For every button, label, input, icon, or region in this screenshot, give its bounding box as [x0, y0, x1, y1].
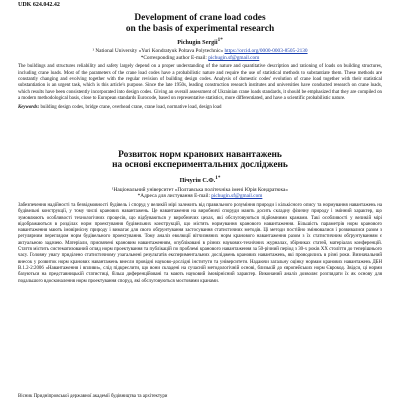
- english-title: [18, 13, 382, 34]
- email-label: *Corresponding author E-mail:: [140, 54, 207, 61]
- keywords-text: building design codes, bridge crane, overhead crane, crane load, normative load, design load: [40, 105, 222, 111]
- english-abstract: The buildings and structures reliability and safety largely depend on a proper understanding of the nature and quantitative description and rationing of loads on building structures, including crane loads. Most of the parameters of the crane load codes have a probabilistic nature and require the use of statistical methods to substantiate them. These methods are constantly changing and evolving together with the regular revision of building design codes. Analysis of domestic codes' evolution of crane load together with their statistical substantiation is an urgent task, which is this article's purpose. Since the late 1950s, leading construction research institutes and universities have conducted research on crane loads, which results have been consistently incorporated into design codes. Giving an overall assessment of Ukrainian crane loads standards, it should be emphasized that they are compiled on a modern methodological basis, close to European standards Eurocode, based on representative statistics, more differentiated, and have a scientific probabilistic nature.: [18, 64, 382, 101]
- ua-title-line-2: на основі експериментальних досліджень: [112, 160, 288, 171]
- ua-affiliation: ¹Національний університет «Полтавська політехніка імені Юрія Кондратюка»: [111, 186, 289, 193]
- ua-email-link[interactable]: pichugin.sf@gmail.com: [211, 193, 263, 200]
- ua-corresponding-email: [18, 193, 382, 200]
- ukrainian-abstract: Забезпечення надійності та безвідмовності будівель і споруд у великій мірі залежить від правильного розуміння природи і кількісного опису та нормування навантажень на будівельні конструкції, у тому числі кранових навантажень. Це навантаження на виробничі споруди мають досить складну фізичну природу і змінний характер, що зумовлюють особливості технологічних процесів, що відбуваються у виробничих цехах, які обслуговуються підйомними кранами. Такі особливості у великій мірі відображаються в розділах норм проектування будівельних конструкцій, що містять нормування кранового навантаження. Більшість параметрів норм кранового навантаження мають імовірнісну природу і вимагає для свого обґрунтування застосування статистичних методів. Ці методи постійно змінювалися і розвивалися разом з регулярним переглядом норм будівельного проектування. Тому аналіз еволюції вітчизняних норм кранового навантаження разом з їх статистичним обґрунтуванням є актуальною задачею. Матеріали, присвячені крановим навантаженням, опубліковані в різних наукових-технічних журналах, збірниках статей, матеріалах конференцій. Стаття містить систематизований огляд норм проектування та публікацій по проблемі кранового навантаження за 50-річний період з 30-х років XX століття до теперішнього часу. Головну увагу приділено статистичному узагальнені результатів експериментальних досліджень кранових навантажень, які проводились в різні роки. Визначальний внесок у розвиток норм кранових навантажень внесли провідні науково-дослідні інститути та університети. Надаючи загальну оцінку нормам кранових навантажень ДБН В.1.2-2:2006 «Навантаження і впливи», слід підкреслити, що вони складені на сучасній методологічній основі, близькій до європейських норм Єврокод. Звідси, ці норми базуються на представницькій статистиці, більш диференційовані та мають науковий імовірнісний характер. Виконаний аналіз дозволяє розглядати їх як основу для подальшого вдосконалення норм проектування споруд, які обслуговуються мостовими кранами.: [18, 202, 382, 284]
- section-gap: [18, 112, 382, 150]
- ua-author-superscript: 1*: [215, 174, 221, 181]
- email-link[interactable]: pichugin.sf@gmail.com: [208, 54, 260, 61]
- keywords-label: Keywords:: [18, 105, 40, 111]
- title-line-1: Development of crane load codes: [134, 13, 266, 23]
- udk-code: UDK 624.042.42: [18, 2, 60, 8]
- author-superscript: 1*: [217, 37, 223, 44]
- affiliation: [18, 48, 382, 55]
- ua-title-line-1: Розвиток норм кранових навантажень: [118, 149, 282, 160]
- affiliation-text: ¹ National University «Yuri Kondratyuk Poltava Polytechnic»: [92, 48, 224, 55]
- ua-author-name: Пічугін С.Ф.$^{1*}$: [179, 174, 221, 184]
- journal-footer: Вісник Придніпровської державної академії будівництва та архітектури: [18, 394, 168, 399]
- author-name: Pichugin Sergii$^{1*}$: [177, 37, 223, 47]
- ua-email-label: *Адреса для листування E-mail:: [137, 193, 210, 200]
- title-line-2: on the basis of experimental research: [125, 23, 275, 34]
- corresponding-email: [18, 55, 382, 62]
- orcid-link[interactable]: https://orcid.org/0000-0003-8505-2130: [224, 48, 308, 55]
- ukrainian-title: [18, 150, 382, 171]
